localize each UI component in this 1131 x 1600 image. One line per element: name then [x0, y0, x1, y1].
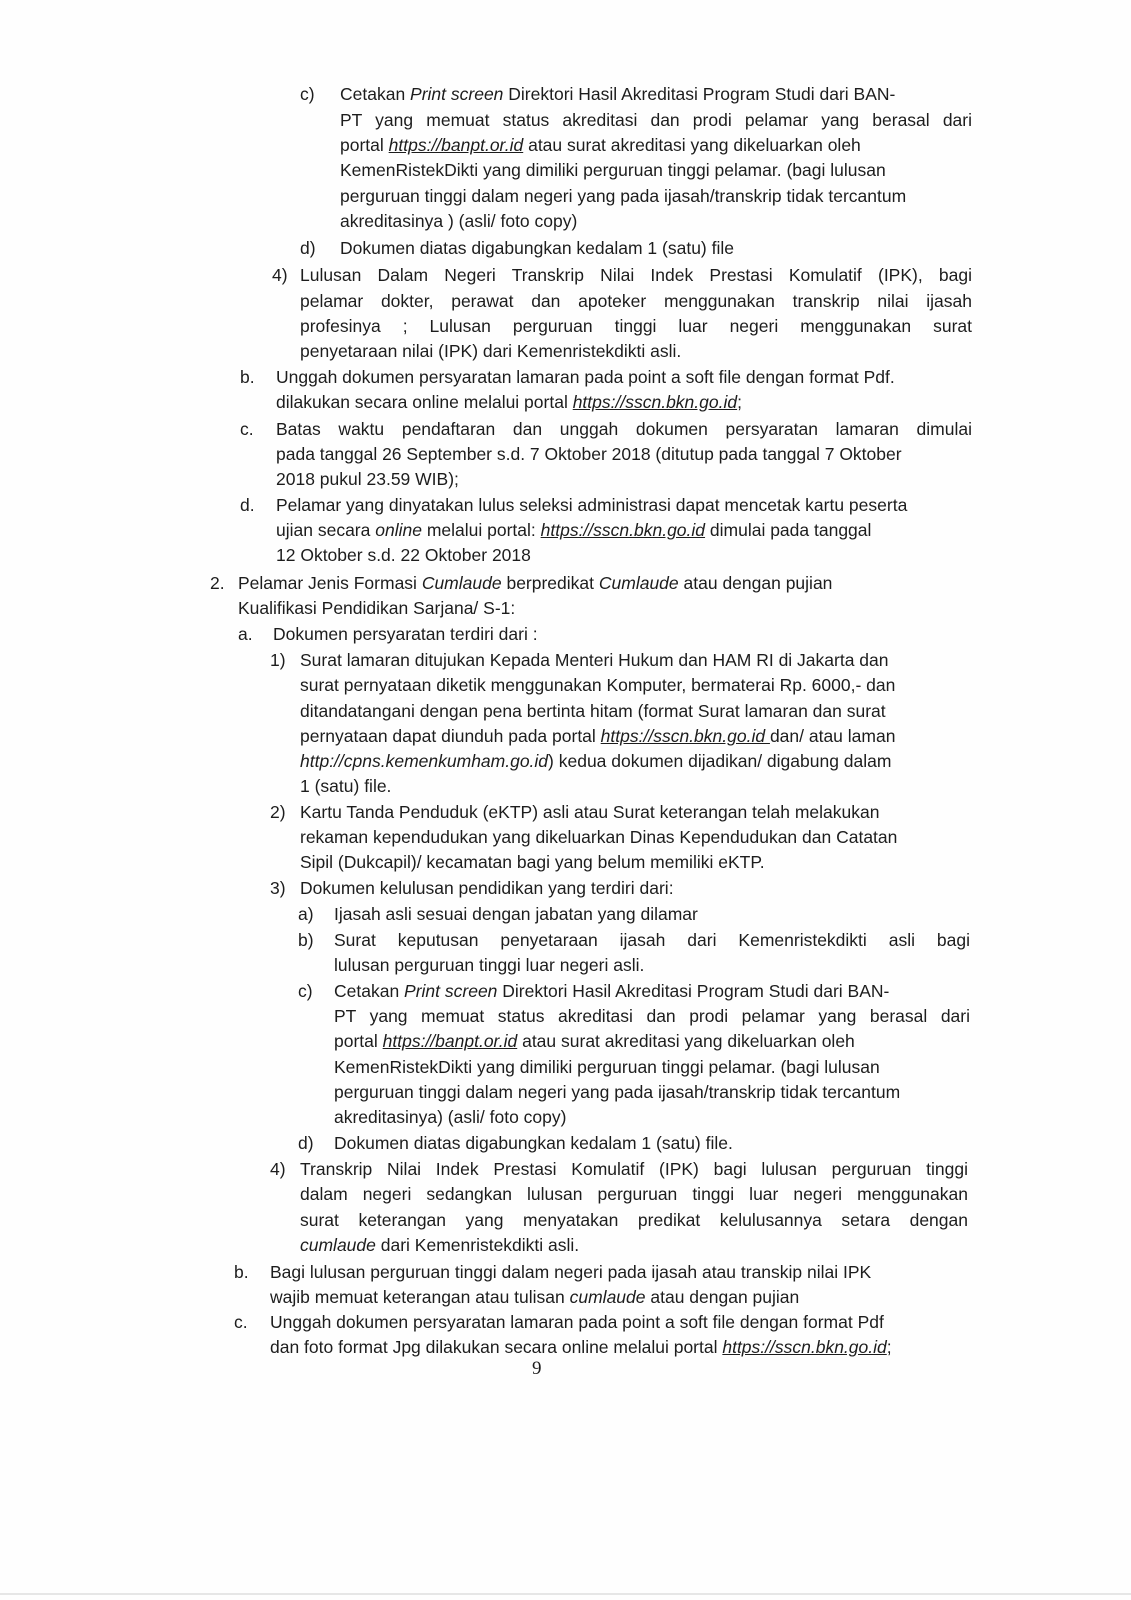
list-marker: 1)	[270, 650, 286, 670]
text-line: 12 Oktober s.d. 22 Oktober 2018	[276, 545, 531, 565]
list-marker: 2)	[270, 802, 286, 822]
text-line: Lulusan Dalam Negeri Transkrip Nilai Indek Prestasi Komulatif (IPK), bagi	[300, 265, 972, 285]
list-marker: a)	[298, 904, 314, 924]
text-line: Dokumen diatas digabungkan kedalam 1 (satu) file	[340, 238, 734, 258]
list-marker: d)	[298, 1133, 314, 1153]
text-line: akreditasinya ) (asli/ foto copy)	[340, 211, 578, 231]
sscn-link[interactable]: https://sscn.bkn.go.id	[572, 392, 738, 412]
list-marker: c.	[240, 419, 254, 439]
text-line: Dokumen kelulusan pendidikan yang terdiri dari:	[300, 878, 674, 898]
list-marker: 2.	[210, 573, 225, 593]
text-line: Cetakan Print screen Direktori Hasil Akreditasi Program Studi dari BAN-	[340, 84, 896, 104]
text-line: rekaman kependudukan yang dikeluarkan Dinas Kependudukan dan Catatan	[300, 827, 898, 847]
sscn-link[interactable]: https://sscn.bkn.go.id	[540, 520, 706, 540]
text-line: Pelamar Jenis Formasi Cumlaude berpredikat Cumlaude atau dengan pujian	[238, 573, 833, 593]
text-line: akreditasinya) (asli/ foto copy)	[334, 1107, 567, 1127]
list-marker: b.	[234, 1262, 249, 1282]
list-marker: 4)	[272, 265, 288, 285]
text-line: ditandatangani dengan pena bertinta hitam (format Surat lamaran dan surat	[300, 701, 886, 721]
text-line: PT yang memuat status akreditasi dan prodi pelamar yang berasal dari	[340, 110, 972, 130]
text-line: PT yang memuat status akreditasi dan prodi pelamar yang berasal dari	[334, 1006, 970, 1026]
text-line: 2018 pukul 23.59 WIB);	[276, 469, 459, 489]
text-line: Unggah dokumen persyaratan lamaran pada point a soft file dengan format Pdf.	[276, 367, 895, 387]
text-line: Dokumen diatas digabungkan kedalam 1 (satu) file.	[334, 1133, 733, 1153]
list-marker: c)	[298, 981, 313, 1001]
text-line: pelamar dokter, perawat dan apoteker menggunakan transkrip nilai ijasah	[300, 291, 972, 311]
list-marker: b.	[240, 367, 255, 387]
text-line: Pelamar yang dinyatakan lulus seleksi administrasi dapat mencetak kartu peserta	[276, 495, 908, 515]
text-line: Surat keputusan penyetaraan ijasah dari Kemenristekdikti asli bagi	[334, 930, 970, 950]
list-marker: 4)	[270, 1159, 286, 1179]
text-line: KemenRistekDikti yang dimiliki perguruan tinggi pelamar. (bagi lulusan	[340, 160, 886, 180]
text-line: pernyataan dapat diunduh pada portal https://sscn.bkn.go.id dan/ atau laman	[300, 726, 896, 746]
sscn-link[interactable]: https://sscn.bkn.go.id	[600, 726, 770, 746]
text-line: portal https://banpt.or.id atau surat akreditasi yang dikeluarkan oleh	[340, 135, 861, 155]
list-marker: d.	[240, 495, 255, 515]
text-line: surat keterangan yang menyatakan predikat kelulusannya setara dengan	[300, 1210, 968, 1230]
text-line: pada tanggal 26 September s.d. 7 Oktober 2018 (ditutup pada tanggal 7 Oktober	[276, 444, 902, 464]
page-number: 9	[532, 1358, 542, 1379]
list-marker: c.	[234, 1312, 248, 1332]
list-marker: 3)	[270, 878, 286, 898]
text-line: Sipil (Dukcapil)/ kecamatan bagi yang belum memiliki eKTP.	[300, 852, 765, 872]
text-line: perguruan tinggi dalam negeri yang pada ijasah/transkrip tidak tercantum	[340, 186, 907, 206]
text-line: Ijasah asli sesuai dengan jabatan yang dilamar	[334, 904, 698, 924]
list-marker: b)	[298, 930, 314, 950]
banpt-link[interactable]: https://banpt.or.id	[382, 1031, 518, 1051]
list-marker: a.	[238, 624, 253, 644]
text-line: surat pernyataan diketik menggunakan Komputer, bermaterai Rp. 6000,- dan	[300, 675, 896, 695]
text-line: http://cpns.kemenkumham.go.id) kedua dokumen dijadikan/ digabung dalam	[300, 751, 892, 771]
kemenkumham-link[interactable]: http://cpns.kemenkumham.go.id	[300, 751, 549, 771]
text-line: Dokumen persyaratan terdiri dari :	[273, 624, 538, 644]
text-line: wajib memuat keterangan atau tulisan cumlaude atau dengan pujian	[270, 1287, 800, 1307]
text-line: Kartu Tanda Penduduk (eKTP) asli atau Surat keterangan telah melakukan	[300, 802, 880, 822]
scan-edge	[0, 1593, 1131, 1595]
sscn-link[interactable]: https://sscn.bkn.go.id	[722, 1337, 887, 1357]
text-line: Unggah dokumen persyaratan lamaran pada point a soft file dengan format Pdf	[270, 1312, 884, 1332]
list-marker: c)	[300, 84, 315, 104]
text-line: Surat lamaran ditujukan Kepada Menteri Hukum dan HAM RI di Jakarta dan	[300, 650, 889, 670]
text-line: dan foto format Jpg dilakukan secara online melalui portal https://sscn.bkn.go.id;	[270, 1337, 892, 1357]
text-line: Kualifikasi Pendidikan Sarjana/ S-1:	[238, 598, 516, 618]
text-line: Bagi lulusan perguruan tinggi dalam negeri pada ijasah atau transkip nilai IPK	[270, 1262, 872, 1282]
text-line: ujian secara online melalui portal: https://sscn.bkn.go.id dimulai pada tanggal	[276, 520, 872, 540]
text-line: portal https://banpt.or.id atau surat akreditasi yang dikeluarkan oleh	[334, 1031, 855, 1051]
text-line: dilakukan secara online melalui portal https://sscn.bkn.go.id;	[276, 392, 742, 412]
text-line: profesinya ; Lulusan perguruan tinggi luar negeri menggunakan surat	[300, 316, 972, 336]
banpt-link[interactable]: https://banpt.or.id	[388, 135, 524, 155]
text-line: Batas waktu pendaftaran dan unggah dokumen persyaratan lamaran dimulai	[276, 419, 972, 439]
list-marker: d)	[300, 238, 316, 258]
text-line: perguruan tinggi dalam negeri yang pada ijasah/transkrip tidak tercantum	[334, 1082, 901, 1102]
text-line: KemenRistekDikti yang dimiliki perguruan tinggi pelamar. (bagi lulusan	[334, 1057, 880, 1077]
text-line: cumlaude dari Kemenristekdikti asli.	[300, 1235, 580, 1255]
text-line: Cetakan Print screen Direktori Hasil Akreditasi Program Studi dari BAN-	[334, 981, 890, 1001]
text-line: Transkrip Nilai Indek Prestasi Komulatif (IPK) bagi lulusan perguruan tinggi	[300, 1159, 968, 1179]
text-line: dalam negeri sedangkan lulusan perguruan tinggi luar negeri menggunakan	[300, 1184, 968, 1204]
text-line: lulusan perguruan tinggi luar negeri asli.	[334, 955, 645, 975]
text-line: 1 (satu) file.	[300, 776, 392, 796]
text-line: penyetaraan nilai (IPK) dari Kemenristekdikti asli.	[300, 341, 682, 361]
